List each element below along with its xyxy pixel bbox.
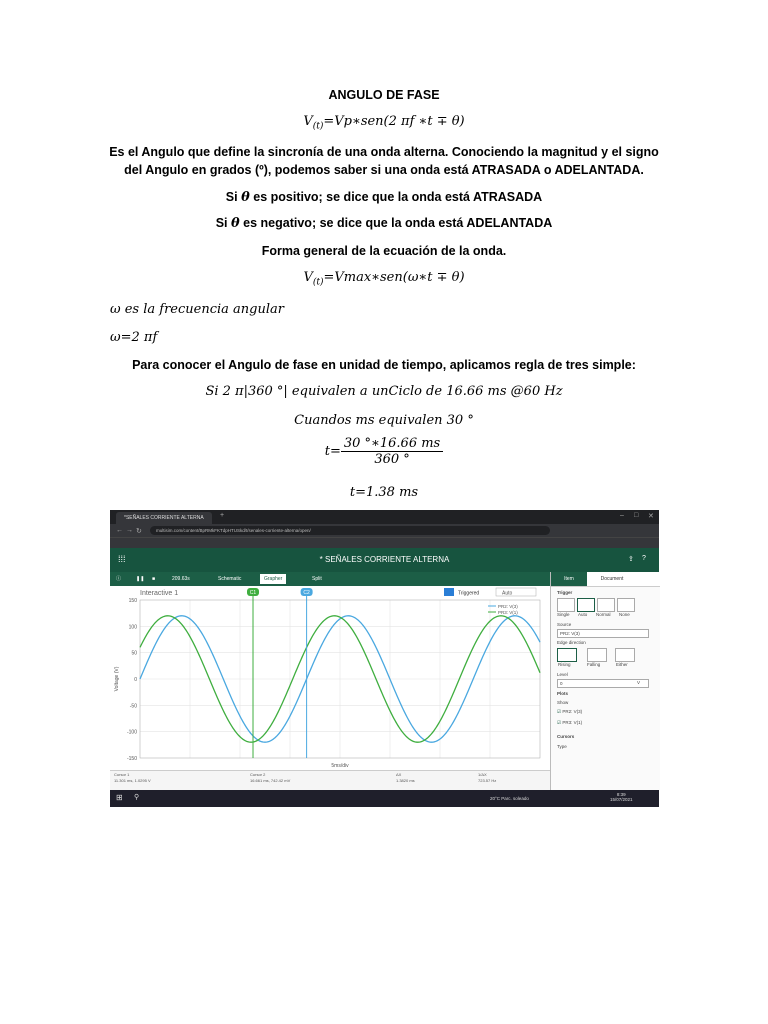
type-label: Type <box>557 744 567 749</box>
system-clock[interactable] <box>610 792 633 802</box>
show-item-pr3[interactable] <box>557 720 582 726</box>
positive-angle-line <box>0 190 768 205</box>
general-form-heading: Forma general de la ecuación de la onda. <box>261 244 507 258</box>
trigger-normal-button[interactable] <box>597 598 615 612</box>
tab-schematic[interactable]: Schematic <box>218 576 242 582</box>
level-unit: V <box>637 680 641 685</box>
edge-falling-label: Falling <box>587 662 601 667</box>
level-input[interactable]: 0 <box>557 679 649 688</box>
formula-rhs: =Vmax∗sen(ω∗t ∓ θ) <box>323 270 465 285</box>
theta-symbol: θ <box>241 190 250 205</box>
trigger-auto-button[interactable] <box>577 598 595 612</box>
rule-of-three-text: Para conocer el Angulo de fase en unidad de tiempo, aplicamos regla de tres simple: <box>132 358 636 372</box>
si-label: Si <box>225 190 238 204</box>
show-item-label: PR3: V(1) <box>562 720 583 725</box>
omega-equation: ω=2 πf <box>110 330 158 345</box>
share-icon[interactable]: ⇪ <box>628 556 634 563</box>
triggered-label: Triggered <box>458 590 480 597</box>
trigger-mode-normal: Normal <box>596 612 611 617</box>
browser-tab[interactable]: *SEÑALES CORRIENTE ALTERNA <box>116 512 212 524</box>
question-equation: Cuandos ms equivalen 30 ° <box>294 413 474 428</box>
level-label: Level <box>557 672 568 677</box>
cursor-label: C1 <box>249 590 257 596</box>
tab-document[interactable]: Document <box>600 576 624 582</box>
y-axis-label: Voltage (V) <box>114 666 120 692</box>
maximize-icon[interactable]: □ <box>634 512 639 519</box>
properties-panel <box>550 572 660 790</box>
edge-either-label: Either <box>616 662 628 667</box>
checkbox-icon[interactable]: ☑ <box>557 720 562 725</box>
formula-lhs: V <box>303 270 313 285</box>
new-tab-icon[interactable]: + <box>220 512 225 519</box>
fraction-equation <box>0 436 768 467</box>
fraction-denominator: 360 ° <box>374 452 410 467</box>
formula-rhs: =Vp∗sen(2 πf ∗t ∓ θ) <box>323 114 465 129</box>
edge-falling-button[interactable] <box>587 648 607 662</box>
apps-grid-icon[interactable]: ⁞⁞⁞ <box>118 554 126 564</box>
formula-sub: (t) <box>312 121 324 132</box>
browser-tab-strip <box>110 510 659 524</box>
inverse-delta-x-readout <box>478 772 496 784</box>
tab-item[interactable]: Item <box>551 572 587 586</box>
plot-title: Interactive 1 <box>140 590 179 597</box>
y-tick-label: -50 <box>129 703 137 710</box>
show-item-label: PR2: V(3) <box>562 709 583 714</box>
trigger-mode-none: None <box>619 612 630 617</box>
cursor-label: C2 <box>303 590 310 596</box>
legend-label: PR2: V(3) <box>498 604 518 609</box>
clock-time: 8:39 <box>616 792 626 797</box>
trigger-mode-auto: Auto <box>578 612 588 617</box>
edge-either-button[interactable] <box>615 648 635 662</box>
inverse-delta-x-label: 1/ΔX <box>478 772 487 777</box>
inverse-delta-x-value: 723.57 Hz <box>478 778 497 783</box>
delta-x-value: 1.3820 ms <box>396 778 415 783</box>
cursor-2-label: Cursor 2 <box>250 772 266 777</box>
y-tick-label: -150 <box>126 756 137 762</box>
formula-sub: (t) <box>312 277 324 288</box>
source-label: Source <box>557 622 572 627</box>
tab-grapher[interactable]: Grapher <box>260 574 286 584</box>
legend-label: PR3: V(1) <box>498 610 518 615</box>
fraction-lhs: t= <box>324 444 341 459</box>
sim-time: 209.63s <box>172 576 190 582</box>
minimize-icon[interactable]: – <box>620 512 624 519</box>
negative-text: es negativo; se dice que la onda está ADELANTADA <box>243 216 553 230</box>
cursor-1-label: Cursor 1 <box>114 772 130 777</box>
formula-wave <box>0 270 768 288</box>
tab-split[interactable]: Split <box>312 576 322 582</box>
y-tick-label: -100 <box>126 729 137 736</box>
trigger-none-button[interactable] <box>617 598 635 612</box>
y-tick-label: 100 <box>128 624 137 631</box>
negative-angle-line <box>0 216 768 231</box>
back-icon[interactable]: ← <box>116 527 123 534</box>
edge-rising-button[interactable] <box>557 648 577 662</box>
cursor-1-value: 11.301 ms, 1.0295 V <box>114 778 151 783</box>
pause-icon[interactable]: ❚❚ <box>136 576 145 582</box>
embedded-screenshot <box>110 510 659 807</box>
search-icon[interactable]: ⚲ <box>134 794 140 801</box>
trigger-single-button[interactable] <box>557 598 575 612</box>
cursor-readout-bar <box>110 770 550 791</box>
definition-paragraph: Es el Angulo que define la sincronía de una onda alterna. Conociendo la magnitud y el signo del Angulo en grados (º), podemos saber si una onda está ATRASADA o ADELANTADA. <box>109 145 659 177</box>
cursor-1-readout <box>114 772 151 784</box>
edge-direction-label: Edge direction <box>557 640 586 645</box>
doc-title: ANGULO DE FASE <box>328 88 440 102</box>
fraction-numerator: 30 °∗16.66 ms <box>341 436 443 452</box>
fraction <box>341 436 443 467</box>
panel-tabs <box>551 572 660 587</box>
weather-status[interactable]: 20°C Parc. soleado <box>490 796 529 801</box>
result-equation: t=1.38 ms <box>349 485 419 500</box>
app-title: * SEÑALES CORRIENTE ALTERNA <box>319 555 450 564</box>
formula-lhs: V <box>303 114 313 129</box>
trigger-header[interactable]: Trigger <box>557 590 573 595</box>
equivalence-equation: Si 2 π|360 °| equivalen a unCiclo de 16.66 ms @60 Hz <box>205 384 563 399</box>
plots-header[interactable]: Plots <box>557 691 569 696</box>
url-field[interactable]: multisim.com/content/BpRMkFKTdpHTUSkd/t/senales-corriente-alterna/open/ <box>150 526 550 535</box>
info-icon[interactable]: ⓘ <box>116 576 122 582</box>
cursors-header[interactable]: Cursors <box>557 734 575 739</box>
reload-icon[interactable]: ↻ <box>136 528 142 535</box>
voltage-chart[interactable] <box>110 586 550 770</box>
trigger-mode-single: Single <box>557 612 570 617</box>
windows-taskbar <box>110 790 659 807</box>
stop-icon[interactable]: ■ <box>152 576 156 582</box>
delta-x-label: ΔX <box>396 772 402 777</box>
show-label: Show <box>557 700 569 705</box>
address-bar <box>110 524 659 537</box>
y-tick-label: 0 <box>134 677 137 683</box>
y-tick-label: 50 <box>131 650 137 657</box>
grapher-plot[interactable] <box>110 586 550 770</box>
forward-icon[interactable]: → <box>126 527 133 534</box>
close-icon[interactable]: ✕ <box>648 513 654 520</box>
y-tick-label: 150 <box>128 598 137 604</box>
help-icon[interactable]: ? <box>642 555 646 562</box>
trigger-icon <box>444 588 454 596</box>
cursor-2-readout <box>250 772 290 784</box>
checkbox-icon[interactable]: ☑ <box>557 709 562 714</box>
clock-date: 15/07/2021 <box>610 797 633 802</box>
formula-general <box>0 114 768 132</box>
positive-text: es positivo; se dice que la onda está ATRASADA <box>253 190 543 204</box>
show-item-pr2[interactable] <box>557 709 582 715</box>
delta-x-readout <box>396 772 415 784</box>
x-axis-label: 5ms/div <box>331 763 349 769</box>
si-label: Si <box>215 216 228 230</box>
trigger-mode-value: Auto <box>502 590 513 597</box>
edge-rising-label: Rising <box>558 662 571 667</box>
sim-toolbar <box>110 572 550 586</box>
cursor-2-value: 16.661 ms, 742.42 mV <box>250 778 291 783</box>
omega-definition: ω es la frecuencia angular <box>110 302 284 317</box>
windows-start-icon[interactable]: ⊞ <box>116 793 123 802</box>
source-select[interactable]: PR2: V(3) <box>557 629 649 638</box>
app-header <box>110 548 659 572</box>
theta-symbol: θ <box>231 216 240 231</box>
